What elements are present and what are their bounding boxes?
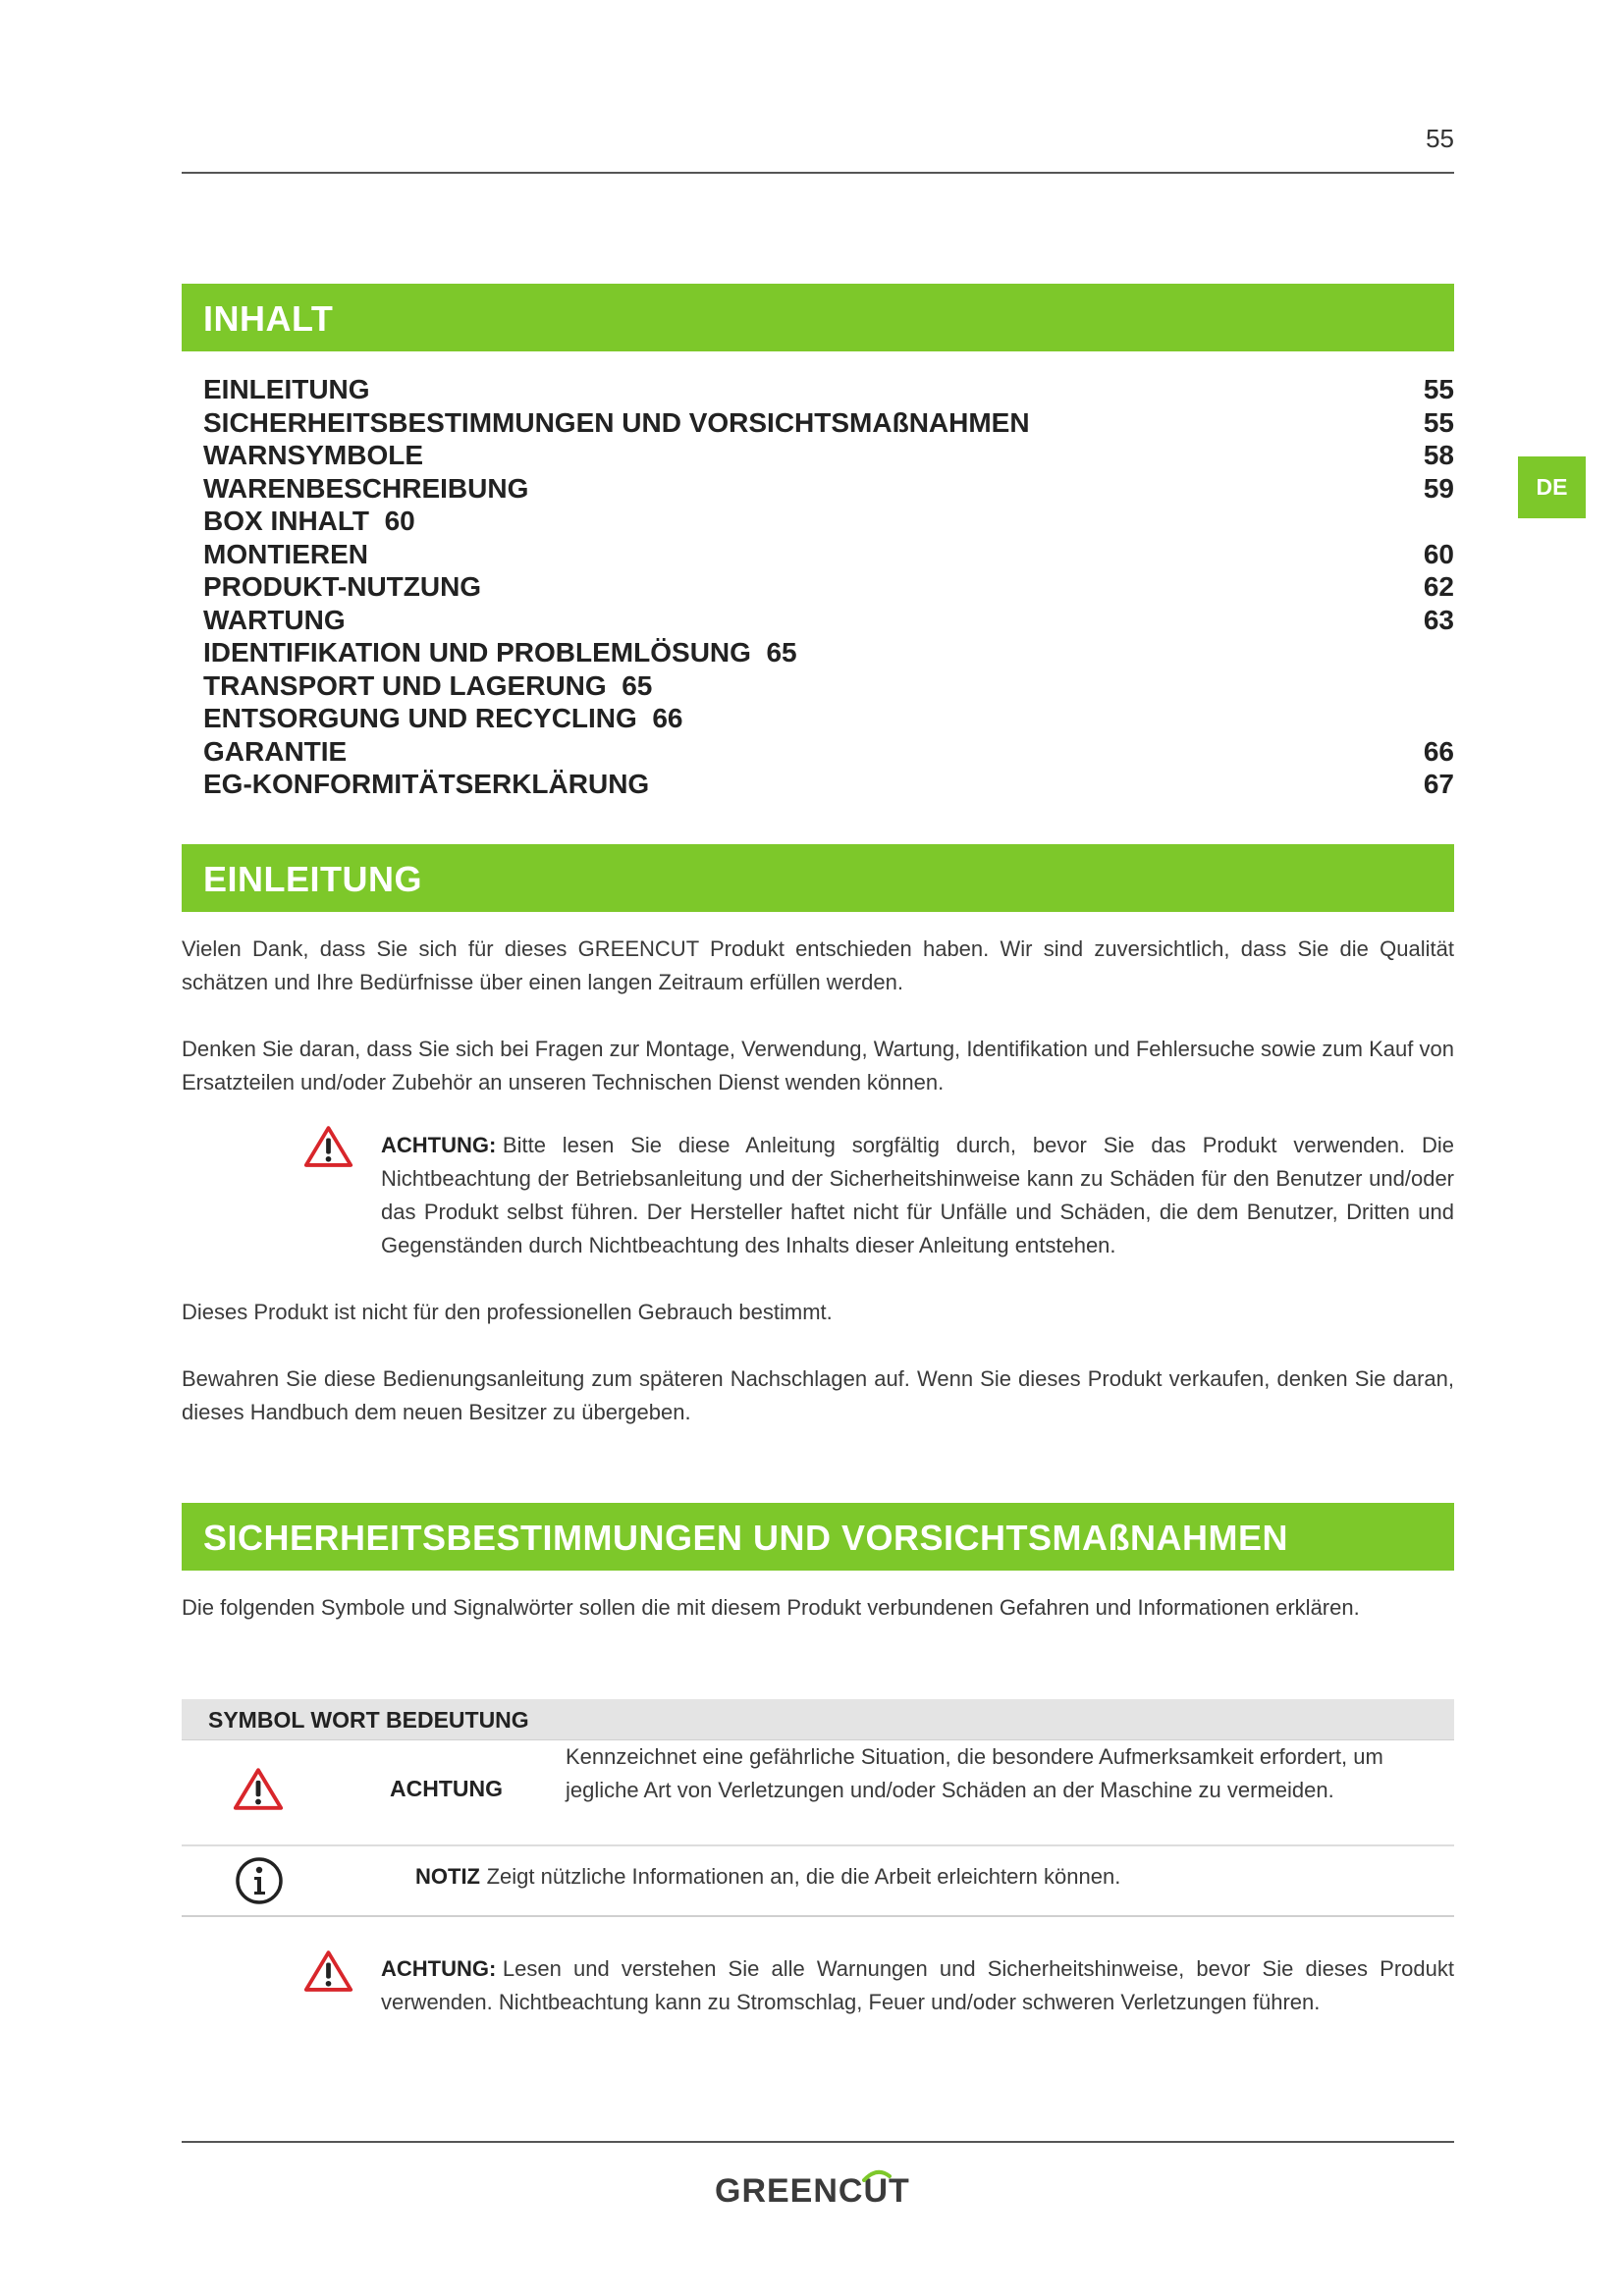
toc-item-page: 63 bbox=[1423, 604, 1454, 635]
toc-item-page: 67 bbox=[1423, 769, 1454, 799]
toc-item-label: IDENTIFIKATION UND PROBLEMLÖSUNG 65 bbox=[203, 637, 797, 667]
toc-item bbox=[203, 538, 1454, 571]
toc-item-page: 55 bbox=[1423, 374, 1454, 404]
warning-text: Bitte lesen Sie diese Anleitung sorgfältig durch, bevor Sie das Produkt verwenden. Die Nichtbeachtung der Betriebsanleitung und der Sicherheitshinweise kann zu Schäden für den Benutzer und/oder das Produkt selbst führen. Der Hersteller haftet nicht für Unfälle und Schäden, die dem Benutzer, Dritten und Gegenständen durch Nichtbeachtung des Inhalts dieser Anleitung entstehen. bbox=[381, 1133, 1454, 1257]
header-divider bbox=[182, 172, 1454, 174]
signal-meaning: Zeigt nützliche Informationen an, die die Arbeit erleichtern können. bbox=[486, 1864, 1121, 1889]
toc-item-label: GARANTIE bbox=[203, 735, 348, 767]
toc-item-label: BOX INHALT 60 bbox=[203, 506, 415, 536]
toc-item bbox=[203, 439, 1454, 472]
table-row bbox=[182, 1740, 1454, 1846]
toc-item-page: 58 bbox=[1423, 440, 1454, 470]
table-of-contents bbox=[203, 373, 1454, 801]
logo-swoosh bbox=[862, 2168, 892, 2182]
toc-item bbox=[203, 702, 1454, 735]
toc-item bbox=[203, 505, 1454, 538]
section-heading-safety: SICHERHEITSBESTIMMUNGEN UND VORSICHTSMAßNAHMEN bbox=[182, 1503, 1454, 1571]
toc-item-label: EG-KONFORMITÄTSERKLÄRUNG bbox=[203, 769, 650, 799]
toc-item-label: WARENBESCHREIBUNG bbox=[203, 472, 529, 504]
toc-item-label: SICHERHEITSBESTIMMUNGEN UND VORSICHTSMAßNAHMEN bbox=[203, 406, 1030, 438]
intro-paragraph-2: Denken Sie daran, dass Sie sich bei Fragen zur Montage, Verwendung, Wartung, Identifikation und Fehlersuche sowie zum Kauf von Ersatzteilen und/oder Zubehör an unseren Technischen Dienst wenden können. bbox=[182, 1037, 1454, 1095]
toc-item bbox=[203, 406, 1454, 440]
toc-item bbox=[203, 669, 1454, 703]
intro-paragraph-1: Vielen Dank, dass Sie sich für dieses GREENCUT Produkt entschieden haben. Wir sind zuversichtlich, dass Sie die Qualität schätzen und Ihre Bedürfnisse über einen langen Zeitraum erfüllen werden. bbox=[182, 936, 1454, 994]
toc-item-label: ENTSORGUNG UND RECYCLING 66 bbox=[203, 703, 683, 733]
toc-item-label: WARTUNG bbox=[203, 604, 346, 635]
footer-divider bbox=[182, 2141, 1454, 2143]
toc-item bbox=[203, 768, 1454, 801]
warning-text: Lesen und verstehen Sie alle Warnungen und Sicherheitshinweise, bevor Sie dieses Produkt verwenden. Nichtbeachtung kann zu Stromschlag, Feuer und/oder schweren Verletzungen führen. bbox=[381, 1956, 1454, 2014]
symbol-table-header: SYMBOL WORT BEDEUTUNG bbox=[182, 1699, 1454, 1740]
signal-word: ACHTUNG bbox=[390, 1776, 503, 1801]
toc-item bbox=[203, 570, 1454, 604]
intro-paragraph-4: Bewahren Sie diese Bedienungsanleitung zum späteren Nachschlagen auf. Wenn Sie dieses Produkt verkaufen, denken Sie daran, dieses Handbuch dem neuen Besitzer zu übergeben. bbox=[182, 1366, 1454, 1424]
warning-notice bbox=[381, 1129, 1454, 1262]
section-heading-toc: INHALT bbox=[182, 284, 1454, 351]
table-row bbox=[182, 1846, 1454, 1917]
toc-item bbox=[203, 373, 1454, 406]
language-tab: DE bbox=[1518, 456, 1586, 518]
toc-item-label: EINLEITUNG bbox=[203, 374, 370, 404]
brand-logo-text: GREENCUT bbox=[715, 2172, 910, 2210]
page-number: 55 bbox=[1426, 124, 1454, 153]
toc-item-label: MONTIEREN bbox=[203, 538, 368, 569]
toc-item-label: PRODUKT-NUTZUNG bbox=[203, 571, 482, 602]
brand-logo bbox=[715, 2171, 910, 2211]
warning-label: ACHTUNG: bbox=[381, 1133, 497, 1157]
toc-item-label: TRANSPORT UND LAGERUNG 65 bbox=[203, 669, 653, 701]
toc-item-page: 60 bbox=[1423, 538, 1454, 569]
notice-row-text bbox=[415, 1860, 1120, 1894]
warning-label: ACHTUNG: bbox=[381, 1956, 497, 1981]
toc-item-page: 62 bbox=[1423, 571, 1454, 602]
warning-icon bbox=[232, 1766, 285, 1817]
warning-icon bbox=[302, 1124, 354, 1169]
toc-item bbox=[203, 472, 1454, 506]
intro-paragraph-3: Dieses Produkt ist nicht für den professionellen Gebrauch bestimmt. bbox=[182, 1300, 833, 1324]
symbol-table bbox=[182, 1699, 1454, 1917]
signal-meaning: Kennzeichnet eine gefährliche Situation, die besondere Aufmerksamkeit erfordert, um jegliche Art von Verletzungen und/oder Schäden an der Maschine zu vermeiden. bbox=[566, 1744, 1383, 1802]
info-icon bbox=[234, 1855, 285, 1911]
toc-item bbox=[203, 735, 1454, 769]
toc-item bbox=[203, 636, 1454, 669]
toc-item-label: WARNSYMBOLE bbox=[203, 440, 423, 470]
warning-notice bbox=[381, 1952, 1454, 2019]
warning-icon bbox=[302, 1949, 354, 1994]
safety-intro-paragraph: Die folgenden Symbole und Signalwörter sollen die mit diesem Produkt verbundenen Gefahren und Informationen erklären. bbox=[182, 1595, 1360, 1620]
toc-item-page: 66 bbox=[1423, 735, 1454, 767]
signal-word: NOTIZ bbox=[415, 1864, 480, 1889]
toc-item bbox=[203, 604, 1454, 637]
toc-item-page: 59 bbox=[1423, 472, 1454, 504]
toc-item-page: 55 bbox=[1423, 406, 1454, 438]
section-heading-introduction: EINLEITUNG bbox=[182, 844, 1454, 912]
